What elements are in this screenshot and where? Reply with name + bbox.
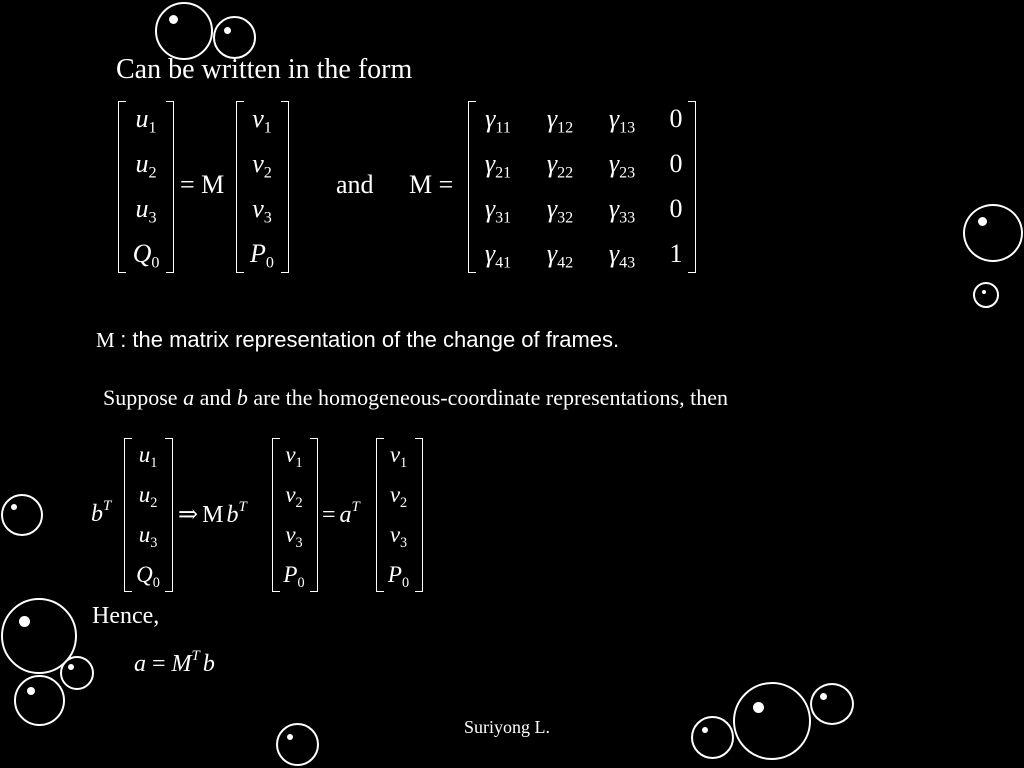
matrix-cell: $\gamma_{31}$ [484, 194, 512, 227]
slide-heading: Can be written in the form [116, 54, 413, 85]
implies-arrow: ⇒ [178, 502, 199, 529]
M-equals: M = [409, 170, 454, 199]
bubble [810, 683, 854, 725]
matrix-cell: $\gamma_{22}$ [546, 149, 574, 182]
matrix-symbol: M [96, 328, 115, 352]
vector-entry: $v_3$ [389, 522, 408, 551]
matrix-cell: 0 [669, 149, 683, 178]
hence-label: Hence, [92, 603, 160, 629]
matrix-right-bracket [688, 101, 696, 273]
b-symbol: b [226, 502, 239, 529]
vector-entry: $P_0$ [283, 562, 305, 591]
matrix-cell: $\gamma_{32}$ [546, 194, 574, 227]
variable-b: b [236, 385, 248, 410]
bubble [276, 723, 319, 766]
vector-entry: $v_1$ [389, 442, 408, 471]
right-bracket [166, 101, 174, 273]
matrix-cell: $\gamma_{12}$ [546, 104, 574, 137]
M-symbol: M [171, 651, 192, 678]
vector-entry: $v_2$ [252, 149, 272, 182]
vector-entry: $P_0$ [387, 562, 410, 591]
description-text: : the matrix representation of the change of frames. [120, 327, 620, 352]
vector-entry: $u_2$ [138, 482, 158, 511]
matrix-cell: $\gamma_{23}$ [608, 149, 636, 182]
transpose-sup: T [238, 499, 247, 515]
vector-entry: $Q_0$ [132, 239, 160, 272]
a-symbol: a [339, 502, 352, 529]
vector-entry: $Q_0$ [136, 562, 160, 591]
bubble [14, 675, 65, 726]
vector-entry: $v_1$ [252, 104, 272, 137]
M-symbol: M [202, 502, 224, 529]
a-symbol: a [134, 651, 146, 678]
equals-M: = M [180, 170, 225, 199]
left-bracket [118, 101, 126, 273]
matrix-cell: 1 [669, 239, 683, 268]
right-bracket [415, 438, 423, 592]
matrix-cell: $\gamma_{41}$ [484, 239, 512, 272]
implies-M-bT [178, 499, 247, 529]
and-word: and [336, 170, 374, 199]
vector-entry: $v_3$ [252, 194, 272, 227]
matrix-cell: $\gamma_{33}$ [608, 194, 636, 227]
bubble [60, 656, 94, 690]
matrix-cell: $\gamma_{21}$ [484, 149, 512, 182]
matrix-left-bracket [468, 101, 476, 273]
matrix-cell: $\gamma_{11}$ [485, 104, 511, 137]
variable-a: a [183, 385, 195, 410]
matrix-cell: $\gamma_{13}$ [608, 104, 636, 137]
vector-entry: $v_2$ [389, 482, 408, 511]
right-bracket [310, 438, 318, 592]
suppose-sentence [103, 385, 728, 411]
matrix-cell: 0 [669, 104, 683, 133]
text-span: Suppose [103, 385, 184, 410]
transpose-sup: T [191, 648, 200, 664]
bubble [213, 16, 256, 59]
bubble [973, 282, 999, 308]
vector-entry: $u_3$ [135, 194, 157, 227]
vector-entry: $v_3$ [285, 522, 303, 551]
equals-aT [322, 499, 360, 529]
vector-entry: $v_2$ [285, 482, 303, 511]
right-bracket [165, 438, 173, 592]
bubble [733, 682, 811, 760]
vector-entry: $u_3$ [138, 522, 158, 551]
b-symbol: b [202, 651, 215, 678]
matrix-cell: $\gamma_{43}$ [608, 239, 636, 272]
vector-entry: $u_1$ [135, 104, 157, 137]
equals-sign: = [322, 502, 336, 529]
matrix-cell: $\gamma_{42}$ [546, 239, 574, 272]
vector-entry: $v_1$ [285, 442, 303, 471]
vector-entry: $u_2$ [135, 149, 157, 182]
bubble [155, 2, 213, 60]
text-span: are the homogeneous-coordinate representations, then [247, 385, 728, 410]
transpose-sup: T [351, 499, 360, 515]
footer-author: Suriyong L. [464, 717, 551, 737]
matrix-cell: 0 [669, 194, 683, 223]
bubble [691, 716, 734, 759]
right-bracket [281, 101, 289, 273]
left-bracket [236, 101, 244, 273]
vector-entry: $u_1$ [138, 442, 158, 471]
bubble [1, 494, 43, 536]
text-span: and [194, 385, 237, 410]
equals-sign: = [152, 651, 166, 678]
bubble [963, 204, 1023, 262]
matrix-description [96, 327, 619, 353]
vector-entry: $P_0$ [250, 239, 274, 272]
final-equation [134, 648, 215, 678]
b-transpose: $b^T$ [91, 498, 112, 528]
